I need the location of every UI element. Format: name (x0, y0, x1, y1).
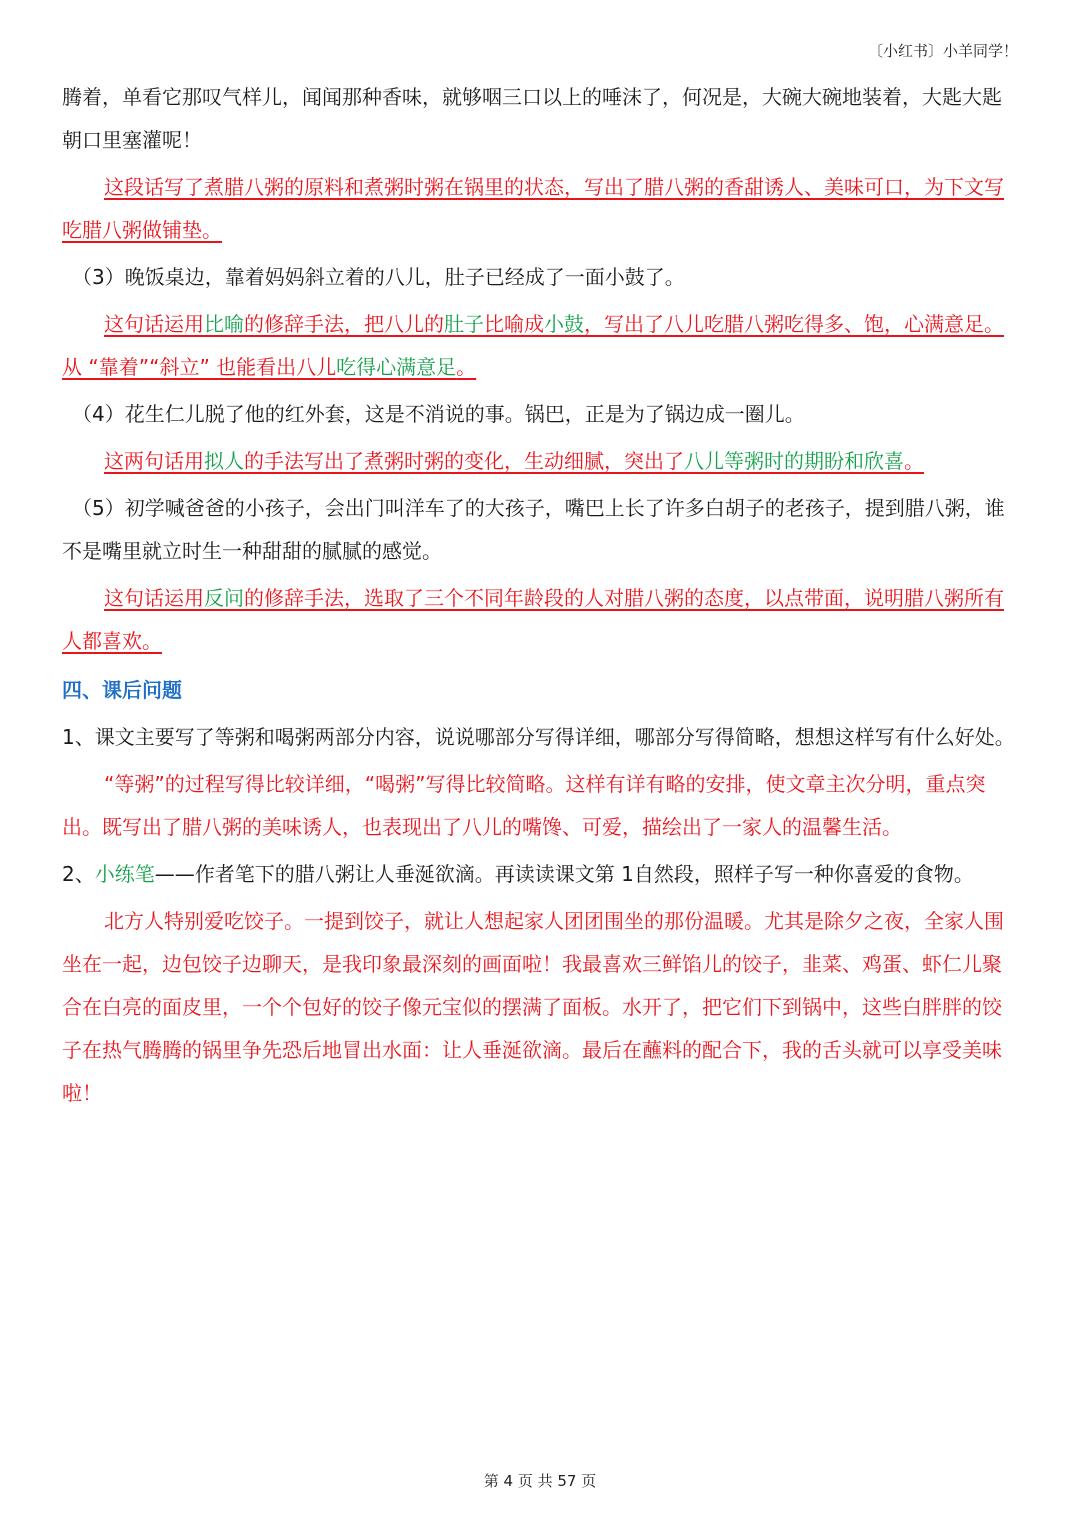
question-2-text: ——作者笔下的腊八粥让人垂涎欲滴。再读读课文第 1自然段，照样子写一种你喜爱的食物。 (154, 862, 974, 886)
question-2 (62, 853, 1020, 896)
keyword-drum: 小鼓 (544, 312, 584, 336)
keyword-personification: 拟人 (204, 449, 244, 473)
keyword-belly: 肚子 (444, 312, 484, 336)
question-1: 1、课文主要写了等粥和喝粥两部分内容，说说哪部分写得详细，哪部分写得简略，想想这样写有什么好处。 (62, 725, 1015, 749)
keyword-rhetorical-question: 反问 (204, 586, 244, 610)
analysis-3-part: 比喻成 (484, 312, 544, 336)
analysis-4-part: 这两句话用 (104, 449, 204, 473)
sentence-4: （4）花生仁儿脱了他的红外套，这是不消说的事。锅巴，正是为了锅边成一圈儿。 (72, 402, 805, 426)
analysis-3-part: 。 (456, 355, 477, 379)
answer-2: 北方人特别爱吃饺子。一提到饺子，就让人想起家人团团围坐的那份温暖。尤其是除夕之夜，全家人围坐在一起，边包饺子边聊天，是我印象最深刻的画面啦！我最喜欢三鲜馅儿的饺子，韭菜、鸡蛋、虾仁儿聚合在白亮的面皮里，一个个包好的饺子像元宝似的摆满了面板。水开了，把它们下到锅中，这些白胖胖的饺子在热气腾腾的锅里争先恐后地冒出水面：让人垂涎欲滴。最后在蘸料的配合下，我的舌头就可以享受美味啦！ (62, 909, 1004, 1105)
keyword-metaphor: 比喻 (204, 312, 244, 336)
keyword-satisfied: 吃得心满意足 (336, 355, 457, 379)
document-body (62, 76, 1020, 1119)
analysis-3 (62, 303, 1020, 389)
analysis-text: 这段话写了煮腊八粥的原料和煮粥时粥在锅里的状态，写出了腊八粥的香甜诱人、美味可口，为下文写吃腊八粥做铺垫。 (62, 175, 1004, 242)
keyword-anticipation: 八儿等粥时的期盼和欣喜 (684, 449, 904, 473)
analysis-4-text (104, 449, 924, 473)
section-title: 四、课后问题 (62, 678, 182, 702)
sentence-5: （5）初学喊爸爸的小孩子，会出门叫洋车了的大孩子，嘴巴上长了许多白胡子的老孩子，提到腊八粥，谁不是嘴里就立时生一种甜甜的腻腻的感觉。 (62, 496, 1005, 563)
analysis-3-part: ，写出了八儿吃腊八粥吃得多、饱，心满意足。从 “靠着”“斜立” 也能看出八儿 (62, 312, 1004, 379)
exercise-tag: 小练笔 (94, 862, 155, 886)
sentence-3: （3）晚饭桌边，靠着妈妈斜立着的八儿，肚子已经成了一面小鼓了。 (72, 265, 685, 289)
analysis-paragraph (62, 166, 1020, 252)
analysis-5 (62, 577, 1020, 663)
analysis-5-part: 的修辞手法，选取了三个不同年龄段的人对腊八粥的态度，以点带面，说明腊八粥所有人都喜欢。 (62, 586, 1004, 653)
page-number: 第 4 页 共 57 页 (483, 1472, 597, 1490)
analysis-3-part: 的修辞手法，把八儿的 (244, 312, 444, 336)
header-note: 〔小红书〕小羊同学！ (867, 42, 1018, 60)
analysis-3-text (62, 312, 1004, 379)
answer-1: “等粥”的过程写得比较详细，“喝粥”写得比较简略。这样有详有略的安排，使文章主次分明，重点突出。既写出了腊八粥的美味诱人，也表现出了八儿的嘴馋、可爱，描绘出了一家人的温馨生活。 (62, 772, 986, 839)
analysis-4 (62, 440, 1020, 483)
analysis-4-part: 。 (904, 449, 924, 473)
analysis-5-text (62, 586, 1004, 653)
question-2-number: 2、 (62, 862, 95, 886)
paragraph-continued: 腾着，单看它那叹气样儿，闻闻那种香味，就够咽三口以上的唾沫了，何况是，大碗大碗地装着，大匙大匙朝口里塞灌呢！ (62, 85, 1002, 152)
analysis-5-part: 这句话运用 (104, 586, 204, 610)
analysis-3-part: 这句话运用 (104, 312, 204, 336)
analysis-4-part: 的手法写出了煮粥时粥的变化，生动细腻，突出了 (244, 449, 684, 473)
